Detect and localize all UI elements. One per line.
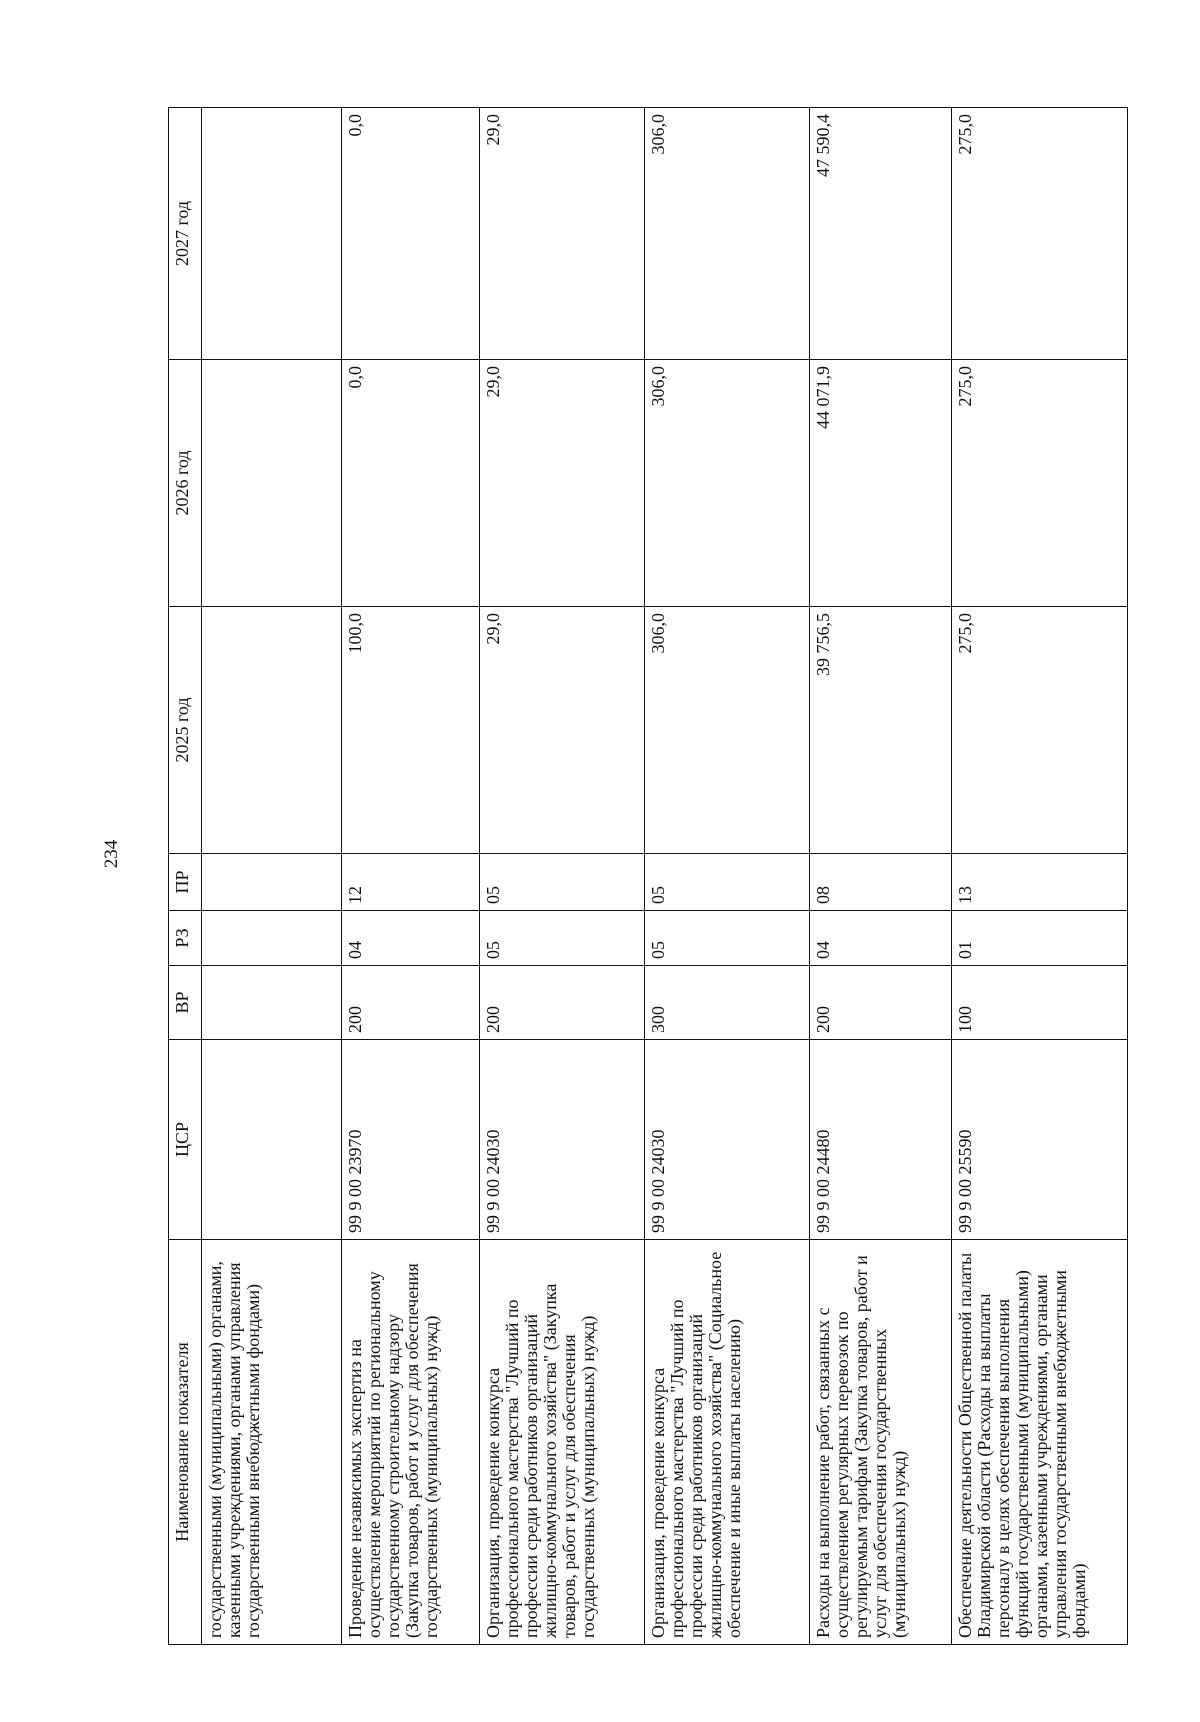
row-rz: 01 [952, 911, 1128, 966]
row-pr: 08 [810, 854, 952, 911]
row-name: Организация, проведение конкурса профессионального мастерства "Лучший по профессии среди работников организаций жилищно-коммунального хозяйства" (Закупка товаров, работ и услуг для обеспечения государственных (муниципальных) нужд) [480, 1240, 645, 1645]
row-2027 [202, 108, 342, 360]
row-rz: 05 [480, 911, 645, 966]
header-vr: ВР [169, 966, 202, 1040]
row-2025: 306,0 [645, 607, 810, 854]
table-header-row [169, 108, 202, 1645]
table-row [202, 108, 342, 1645]
row-pr [202, 854, 342, 911]
table-row [952, 108, 1128, 1645]
row-2026: 275,0 [952, 360, 1128, 607]
row-2026: 29,0 [480, 360, 645, 607]
table-row [645, 108, 810, 1645]
rotated-table-frame [168, 108, 1128, 1645]
row-2025: 275,0 [952, 607, 1128, 854]
row-vr: 200 [480, 966, 645, 1040]
row-name: Организация, проведение конкурса профессионального мастерства "Лучший по профессии среди работников организаций жилищно-коммунального хозяйства" (Социальное обеспечение и иные выплаты населению) [645, 1240, 810, 1645]
row-vr: 100 [952, 966, 1128, 1040]
header-csr: ЦСР [169, 1040, 202, 1240]
row-vr: 200 [341, 966, 480, 1040]
row-2025: 100,0 [341, 607, 480, 854]
row-csr: 99 9 00 24030 [480, 1040, 645, 1240]
page-number: 234 [101, 839, 122, 869]
row-vr: 200 [810, 966, 952, 1040]
rotated-table-container [168, 108, 1200, 1638]
row-2025: 39 756,5 [810, 607, 952, 854]
row-vr: 300 [645, 966, 810, 1040]
row-pr: 05 [480, 854, 645, 911]
row-2026: 306,0 [645, 360, 810, 607]
row-2027: 306,0 [645, 108, 810, 360]
row-2027: 275,0 [952, 108, 1128, 360]
header-rz: РЗ [169, 911, 202, 966]
row-rz [202, 911, 342, 966]
row-name: Расходы на выполнение работ, связанных с осуществлением регулярных перевозок по регулируемым тарифам (Закупка товаров, работ и услуг для обеспечения государственных (муниципальных) нужд) [810, 1240, 952, 1645]
row-2026: 44 071,9 [810, 360, 952, 607]
header-pr: ПР [169, 854, 202, 911]
row-csr: 99 9 00 24030 [645, 1040, 810, 1240]
row-csr [202, 1040, 342, 1240]
row-2027: 0,0 [341, 108, 480, 360]
row-csr: 99 9 00 23970 [341, 1040, 480, 1240]
table-row [480, 108, 645, 1645]
header-2027: 2027 год [169, 108, 202, 360]
row-name: Проведение независимых экспертиз на осуществление мероприятий по региональному государственному строительному надзору (Закупка товаров, работ и услуг для обеспечения государственных (муниципальных) нужд) [341, 1240, 480, 1645]
row-2025: 29,0 [480, 607, 645, 854]
row-2025 [202, 607, 342, 854]
row-rz: 04 [341, 911, 480, 966]
row-pr: 13 [952, 854, 1128, 911]
row-pr: 05 [645, 854, 810, 911]
header-2026: 2026 год [169, 360, 202, 607]
row-2026: 0,0 [341, 360, 480, 607]
header-name: Наименование показателя [169, 1240, 202, 1645]
row-2027: 47 590,4 [810, 108, 952, 360]
row-2027: 29,0 [480, 108, 645, 360]
row-vr [202, 966, 342, 1040]
row-pr: 12 [341, 854, 480, 911]
table-row [341, 108, 480, 1645]
row-rz: 05 [645, 911, 810, 966]
row-2026 [202, 360, 342, 607]
row-csr: 99 9 00 24480 [810, 1040, 952, 1240]
budget-table [168, 107, 1128, 1645]
header-2025: 2025 год [169, 607, 202, 854]
row-name: Обеспечение деятельности Общественной палаты Владимирской области (Расходы на выплаты персоналу в целях обеспечения выполнения функций государственными (муниципальными) органами, казенными учреждениями, органами управления государственными внебюджетными фондами) [952, 1240, 1128, 1645]
row-csr: 99 9 00 25590 [952, 1040, 1128, 1240]
table-row [810, 108, 952, 1645]
row-name: государственными (муниципальными) органами, казенными учреждениями, органами управления государственными внебюджетными фондами) [202, 1240, 342, 1645]
row-rz: 04 [810, 911, 952, 966]
